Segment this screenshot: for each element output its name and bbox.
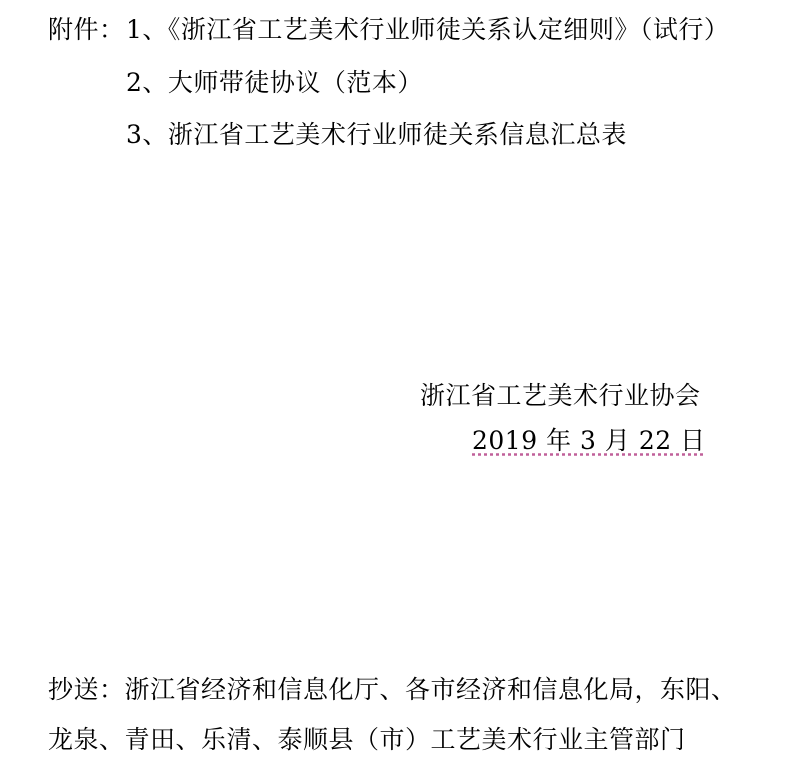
cc-line-2: 龙泉、青田、乐清、泰顺县（市）工艺美术行业主管部门: [48, 725, 686, 754]
signature-date: 2019 年 3 月 22 日: [472, 426, 706, 455]
attachment-item-3: 3、浙江省工艺美术行业师徒关系信息汇总表: [126, 120, 627, 149]
cc-line-1: 抄送：浙江省经济和信息化厅、各市经济和信息化局，东阳、: [48, 675, 737, 704]
attachment-item-2: 2、大师带徒协议（范本）: [126, 68, 423, 97]
attachments-label: 附件：: [48, 15, 125, 44]
attachment-item-1: 1、《浙江省工艺美术行业师徒关系认定细则》（试行）: [126, 15, 730, 44]
signature-organization: 浙江省工艺美术行业协会: [420, 381, 701, 410]
